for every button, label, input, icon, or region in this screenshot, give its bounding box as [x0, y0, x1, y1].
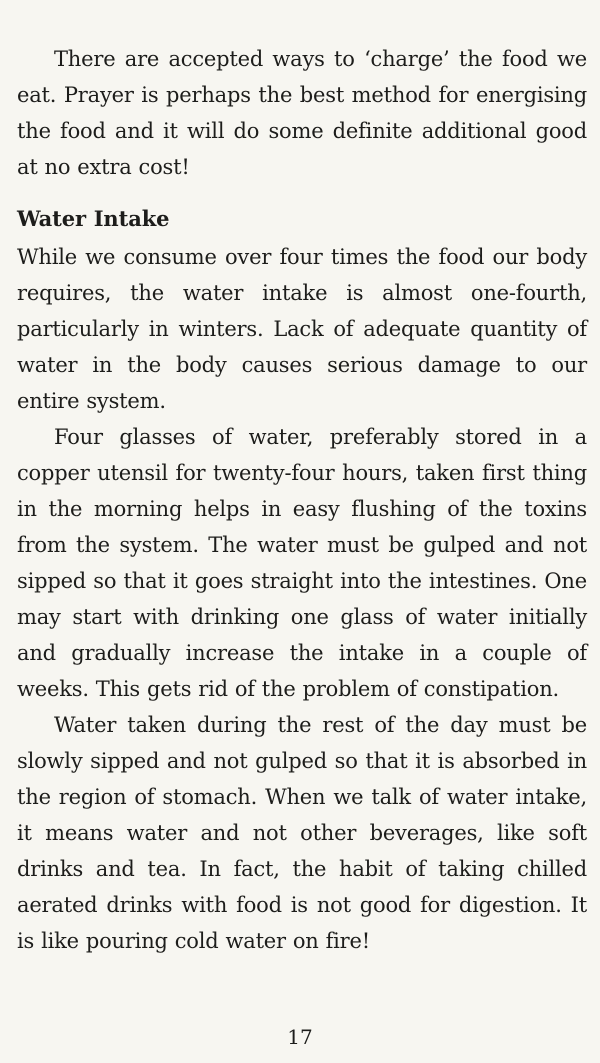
body-text [17, 41, 587, 959]
paragraph-water-intake-3: Water taken during the rest of the day must be slowly sipped and not gulped so that it is absorbed in the region of stomach. When we talk of water intake, it means water and not other beverages, like soft drinks and tea. In fact, the habit of taking chilled aerated drinks with food is not good for digestion. It is like pouring cold water on fire! [17, 713, 587, 953]
intro-paragraph: There are accepted ways to ‘charge’ the food we eat. Prayer is perhaps the best method for energising the food and it will do some definite additional good at no extra cost! [17, 47, 587, 179]
paragraph-water-intake-2: Four glasses of water, preferably stored in a copper utensil for twenty-four hours, taken first thing in the morning helps in easy flushing of the toxins from the system. The water must be gulped and not sipped so that it goes straight into the intestines. One may start with drinking one glass of water initially and gradually increase the intake in a couple of weeks. This gets rid of the problem of constipation. [17, 425, 587, 701]
page-number: 17 [287, 1025, 313, 1049]
section-heading: Water Intake [17, 206, 170, 231]
paragraph-water-intake-1: While we consume over four times the food our body requires, the water intake is almost one-fourth, particularly in winters. Lack of adequate quantity of water in the body causes serious damage to our entire system. [17, 245, 587, 413]
